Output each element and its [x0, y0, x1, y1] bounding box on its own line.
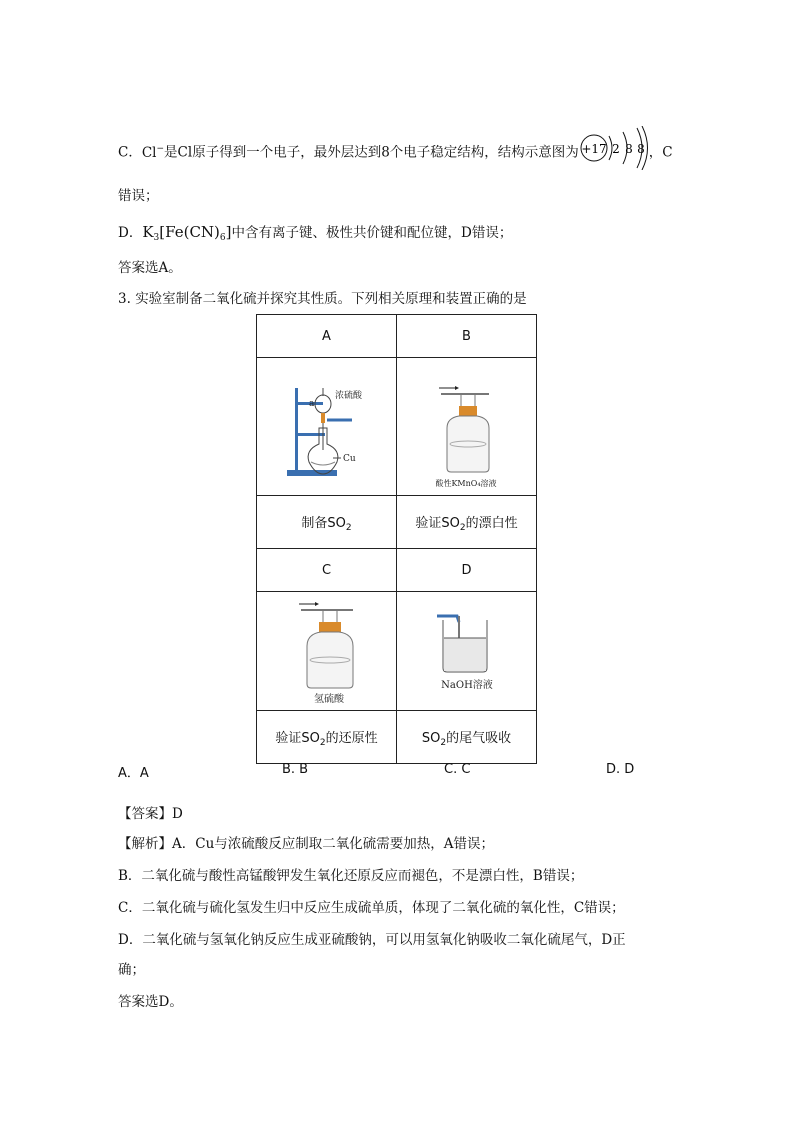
caption-c: 验证$SO_2$的还原性	[257, 711, 397, 764]
choice-d: D. D	[606, 762, 635, 777]
analysis-line-3: C．二氧化硫与硫化氢发生归中反应生成硫单质，体现了二氧化硫的氧化性，C错误；	[118, 900, 625, 916]
header-b: B	[397, 315, 537, 358]
analysis-line-1: 【解析】A．Cu与浓硫酸反应制取二氧化硫需要加热，A错误；	[118, 836, 495, 852]
analysis-line-2: B．二氧化硫与酸性高锰酸钾发生氧化还原反应而褪色，不是漂白性，B错误；	[118, 868, 584, 884]
option-d-line: D．$K_3[Fe(CN)_6]$中含有离子键、极性共价键和配位键，D错误；	[118, 223, 513, 243]
label-cu: Cu	[343, 454, 356, 464]
caption-d: $SO_2$的尾气吸收	[397, 711, 537, 764]
caption-a: 制备$SO_2$	[257, 496, 397, 549]
label-conc-h2so4: 浓硫酸	[335, 391, 363, 401]
previous-answer: 答案选A。	[118, 260, 182, 276]
apparatus-table	[256, 314, 537, 764]
header-a: A	[257, 315, 397, 358]
label-naoh: NaOH溶液	[441, 680, 493, 691]
caption-b: 验证$SO_2$的漂白性	[397, 496, 537, 549]
choice-b: B. B	[282, 762, 309, 777]
shell-3: 8	[636, 142, 645, 156]
chloride-ion: Cl−	[141, 143, 165, 161]
apparatus-c-image	[257, 592, 397, 711]
shell-1: 2	[611, 142, 620, 156]
apparatus-b-image	[397, 358, 537, 496]
analysis-line-6: 答案选D。	[118, 994, 183, 1010]
question-3: 3. 实验室制备二氧化硫并探究其性质。下列相关原理和装置正确的是	[118, 291, 527, 307]
header-d: D	[397, 549, 537, 592]
nucleus-charge: +17	[581, 142, 607, 156]
apparatus-d-image	[397, 592, 537, 711]
option-c-line: C．Cl−是Cl原子得到一个电子，最外层达到8个电子稳定结构，结构示意图为 +17 2 8 8 ，C	[118, 128, 673, 178]
choice-c: C. C	[444, 762, 471, 777]
label-a: a	[309, 399, 315, 409]
label-kmno4: 酸性KMnO₄溶液	[435, 479, 497, 488]
atom-structure-diagram	[579, 126, 649, 176]
option-c-continuation: 错误；	[118, 188, 159, 204]
analysis-line-4: D．二氧化硫与氢氧化钠反应生成亚硫酸钠，可以用氢氧化钠吸收二氧化硫尾气，D正	[118, 932, 626, 948]
apparatus-a-image	[257, 358, 397, 496]
analysis-line-5: 确；	[118, 962, 145, 978]
label-h2s: 氢硫酸	[314, 694, 344, 705]
header-c: C	[257, 549, 397, 592]
choice-a: A．A	[118, 766, 149, 781]
shell-2: 8	[624, 142, 633, 156]
answer-line: 【答案】D	[118, 806, 183, 822]
formula-k3-fe-cn6: $K_3[Fe(CN)_6]$	[142, 223, 232, 243]
